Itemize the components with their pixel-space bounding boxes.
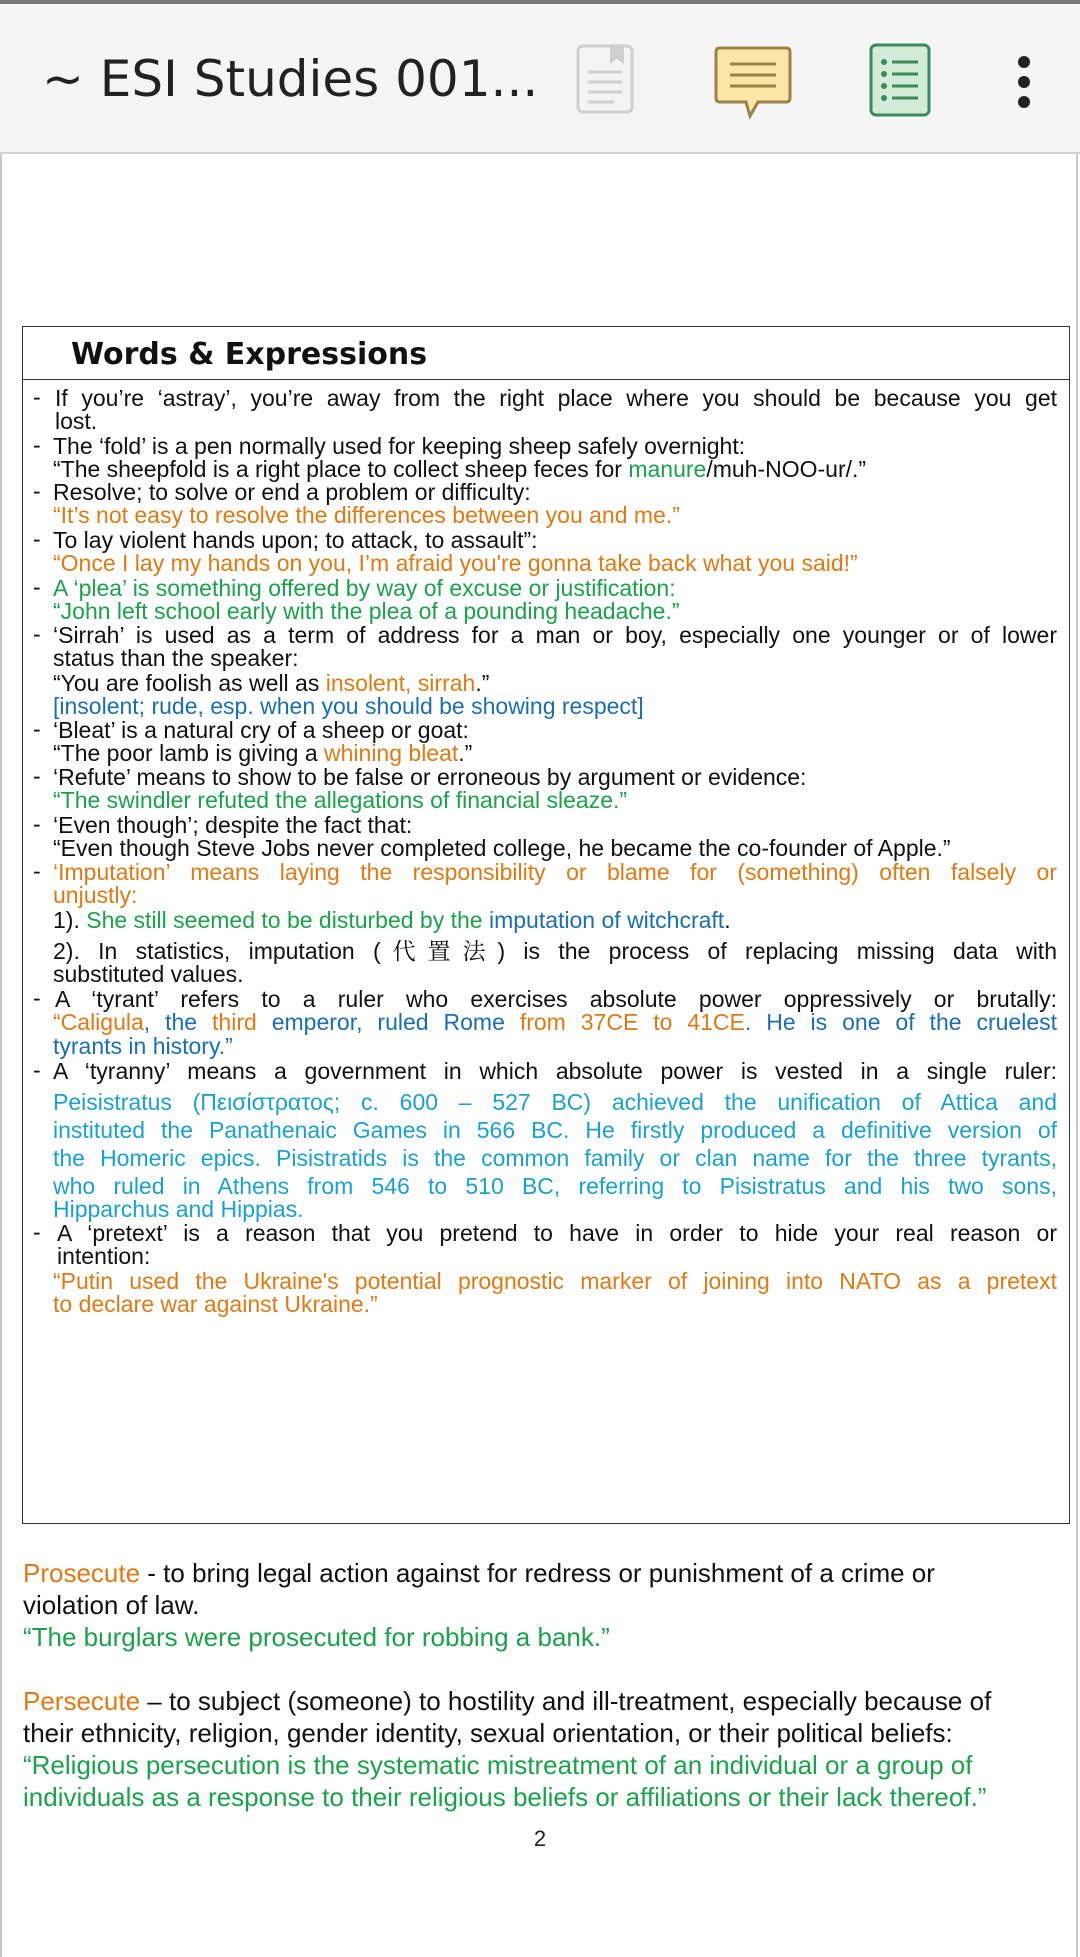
entry-text-segment: “Putin used the Ukraine's potential prognostic marker of joining into NATO as a pretext	[53, 1268, 1057, 1294]
entry-text-segment: .”	[458, 740, 473, 766]
persecute-word: Persecute	[23, 1686, 141, 1716]
entry-text-segment: the Homeric epics. Pisistratids is the common family or clan name for the three tyrants,	[53, 1145, 1057, 1171]
entry-text-segment: , the	[143, 1009, 213, 1035]
entry-bullet-dash: -	[33, 1219, 41, 1245]
entry-bullet-dash: -	[33, 985, 41, 1011]
entry-text-segment: ‘Sirrah’ is used as a term of address for a man or boy, especially one younger or of lower	[53, 622, 1057, 648]
page-number: 2	[533, 1826, 547, 1851]
entry-bullet-dash: -	[33, 621, 41, 647]
entry-text-segment: emperor, ruled Rome	[256, 1009, 520, 1035]
entry-bullet-dash: -	[33, 384, 41, 410]
persecute-entry	[23, 1685, 1063, 1813]
entry-bullet-dash: -	[33, 716, 41, 742]
entry-text-segment: Resolve; to solve or end a problem or difficulty:	[53, 479, 531, 505]
entry-text-segment: unjustly:	[53, 882, 138, 908]
box-header	[23, 327, 1069, 380]
entry-bullet-dash: -	[33, 811, 41, 837]
entry-text-segment: manure	[628, 456, 707, 482]
comment-icon[interactable]	[714, 44, 792, 122]
persecute-definition-1: – to subject (someone) to hostility and ill-treatment, especially because of	[140, 1686, 992, 1716]
entry-text-segment: “John left school early with the plea of a pounding headache.”	[53, 598, 680, 624]
entry-text-segment: A ‘tyrant’ refers to a ruler who exercises absolute power oppressively or brutally:	[55, 986, 1057, 1012]
entry-bullet-dash: -	[33, 478, 41, 504]
entry-text-segment: Hipparchus and Hippias.	[53, 1196, 304, 1222]
entry-text-segment: “	[53, 1009, 61, 1035]
entry-text-segment: /muh-NOO-ur/.”	[706, 456, 867, 482]
entry-bullet-dash: -	[33, 858, 41, 884]
entry-text-segment: ‘Even though’; despite the fact that:	[53, 812, 413, 838]
entry-bullet-dash: -	[33, 763, 41, 789]
prosecute-example: “The burglars were prosecuted for robbing a bank.”	[23, 1622, 610, 1652]
app-toolbar	[0, 4, 1080, 154]
entry-text-segment: Caligula	[60, 1009, 144, 1035]
entry-text-segment: The ‘fold’ is a pen normally used for keeping sheep safely overnight:	[53, 433, 746, 459]
entry-text-segment: A ‘tyranny’ means a government in which absolute power is vested in a single ruler:	[53, 1058, 1057, 1084]
entry-text-segment: “The poor lamb is giving a	[53, 740, 325, 766]
entry-bullet-dash: -	[33, 1057, 41, 1083]
entry-line	[53, 1116, 1057, 1145]
entry-text-segment: tyrants in history.”	[53, 1033, 233, 1059]
entry-text-segment: instituted the Panathenaic Games in 566 BC. He firstly produced a definitive version of	[53, 1117, 1057, 1143]
entry-text-segment: insolent, sirrah	[325, 670, 476, 696]
entry-text-segment: She still seemed to be disturbed by the	[86, 907, 489, 933]
entry-text-segment: A ‘plea’ is something offered by way of excuse or justification:	[53, 575, 676, 601]
entry-text-segment: to declare war against Ukraine.”	[53, 1291, 378, 1317]
entry-text-segment: imputation of witchcraft	[488, 907, 725, 933]
outline-list-icon[interactable]	[868, 42, 932, 118]
bookmark-page-icon[interactable]	[574, 42, 636, 116]
entry-bullet-dash: -	[33, 432, 41, 458]
words-expressions-box	[22, 326, 1070, 1524]
entry-text-segment: third	[212, 1009, 257, 1035]
more-options-icon[interactable]	[1010, 54, 1038, 110]
entry-line	[53, 1144, 1057, 1173]
entry-line	[53, 906, 1057, 935]
entry-line	[53, 1057, 1057, 1086]
entry-text-segment: whining bleat	[324, 740, 459, 766]
document-title[interactable]: ~ ESI Studies 001...	[42, 50, 539, 108]
entry-bullet-dash: -	[33, 526, 41, 552]
entry-text-segment: “The swindler refuted the allegations of financial sleaze.”	[53, 787, 628, 813]
persecute-definition-2: their ethnicity, religion, gender identity, sexual orientation, or their political beliefs:	[23, 1718, 953, 1748]
entry-text-segment: . He is one of the cruelest	[744, 1009, 1057, 1035]
entry-text-segment: .”	[475, 670, 490, 696]
entry-text-segment: intention:	[57, 1243, 151, 1269]
prosecute-entry	[23, 1557, 1063, 1653]
entry-text-segment: 1).	[53, 907, 87, 933]
persecute-example-1: “Religious persecution is the systematic mistreatment of an individual or a group of	[23, 1750, 973, 1780]
entry-text-segment: ‘Refute’ means to show to be false or erroneous by argument or evidence:	[53, 764, 807, 790]
entry-text-segment: ‘Imputation’ means laying the responsibility or blame for (something) often falsely or	[53, 859, 1057, 885]
entry-text-segment: who ruled in Athens from 546 to 510 BC, referring to Pisistratus and his two sons,	[53, 1173, 1057, 1199]
prosecute-definition-2: violation of law.	[23, 1590, 200, 1620]
entry-line	[53, 1088, 1057, 1117]
persecute-example-2: individuals as a response to their religious beliefs or affiliations or their lack thereof.”	[23, 1782, 987, 1812]
entry-bullet-dash: -	[33, 574, 41, 600]
entry-text-segment: from 37CE to 41CE	[519, 1009, 745, 1035]
entry-text-segment: status than the speaker:	[53, 645, 299, 671]
prosecute-definition-1: - to bring legal action against for redress or punishment of a crime or	[140, 1558, 935, 1588]
entry-text-segment: “Even though Steve Jobs never completed college, he became the co-founder of Apple.”	[53, 835, 951, 861]
entry-text-segment: [insolent; rude, esp. when you should be showing respect]	[53, 693, 644, 719]
entry-text-segment: lost.	[55, 408, 98, 434]
box-title: Words & Expressions	[71, 337, 428, 372]
entry-text-segment: To lay violent hands upon; to attack, to assault”:	[53, 527, 538, 553]
entry-text-segment: 2). In statistics, imputation (代置法) is the process of replacing missing data with	[53, 938, 1057, 964]
entry-text-segment: If you’re ‘astray’, you’re away from the right place where you should be because you get	[55, 385, 1057, 411]
entry-text-segment: A ‘pretext’ is a reason that you pretend to have in order to hide your real reason or	[57, 1220, 1057, 1246]
entry-line	[53, 1290, 1057, 1319]
entry-text-segment: “The sheepfold is a right place to collect sheep feces for	[53, 456, 629, 482]
entry-text-segment: “It’s not easy to resolve the differences between you and me.”	[53, 502, 680, 528]
entry-text-segment: .	[724, 907, 731, 933]
prosecute-word: Prosecute	[23, 1558, 141, 1588]
entry-text-segment: substituted values.	[53, 961, 244, 987]
entry-text-segment: “Once I lay my hands on you, I’m afraid you're gonna take back what you said!”	[53, 550, 858, 576]
entry-text-segment: ‘Bleat’ is a natural cry of a sheep or goat:	[53, 717, 469, 743]
entry-text-segment: Peisistratus (Πεισίστρατος; c. 600 – 527 BC) achieved the unification of Attica and	[53, 1089, 1057, 1115]
entry-text-segment: “You are foolish as well as	[53, 670, 326, 696]
